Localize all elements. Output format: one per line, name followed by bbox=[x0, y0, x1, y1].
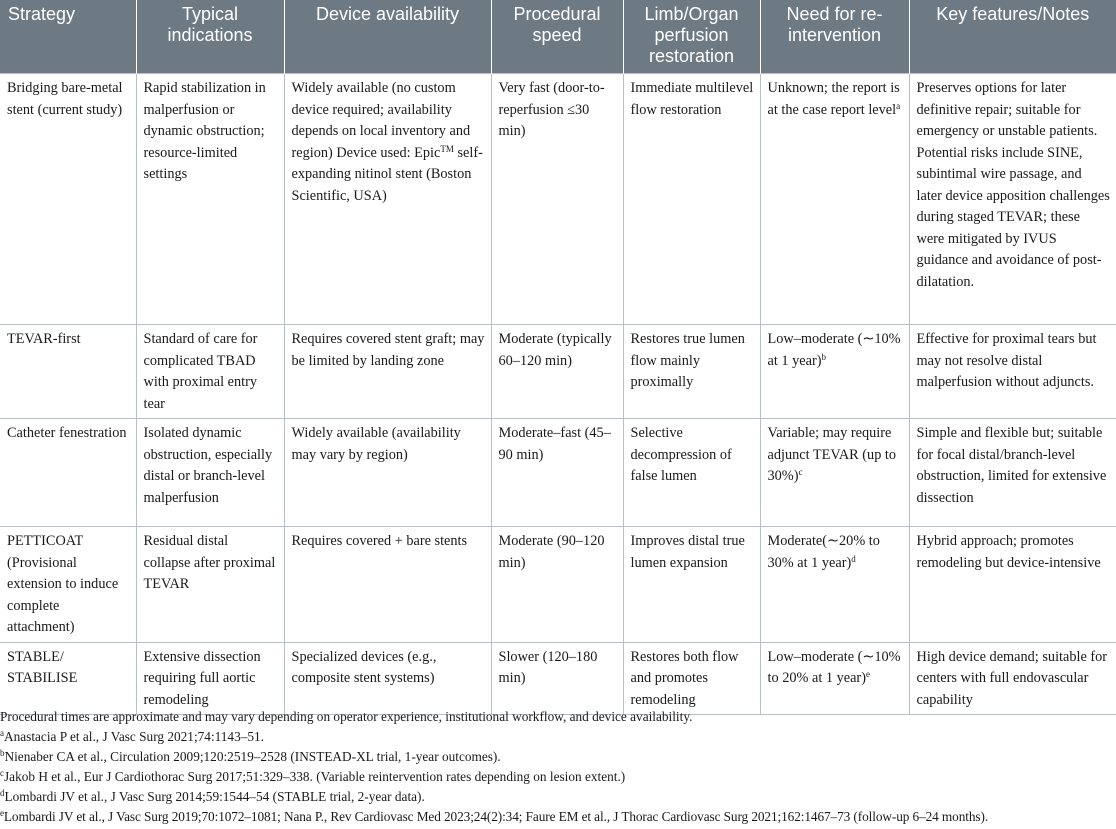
availability-cell: Requires covered + bare stents bbox=[284, 527, 491, 643]
reference-mark: b bbox=[821, 351, 826, 362]
reintervention-cell: Moderate(∼20% to 30% at 1 year)$^d$ bbox=[760, 527, 909, 643]
strategy-cell: STABLE/ STABILISE bbox=[0, 642, 136, 715]
perfusion-cell: Restores true lumen flow mainly proximally bbox=[623, 325, 760, 419]
column-header: Typical indications bbox=[136, 0, 284, 74]
column-header: Strategy bbox=[0, 0, 136, 74]
reference-item: $^b$Nienaber CA et al., Circulation 2009;120:2519–2528 (INSTEAD-XL trial, 1-year outcomes). bbox=[0, 748, 501, 764]
notes-cell: Preserves options for later definitive repair; suitable for emergency or unstable patients. Potential risks include SINE, subintimal wire passage, and later device apposition challenges during staged TEVAR; these were mitigated by IVUS guidance and avoidance of post-dilatation. bbox=[909, 74, 1116, 325]
reference-item: $^c$Jakob H et al., Eur J Cardiothorac Surg 2017;51:329–338. (Variable reintervention rates depending on lesion extent.) bbox=[0, 768, 626, 784]
reintervention-cell: Unknown; the report is at the case report level$^a$ bbox=[760, 74, 909, 325]
speed-cell: Slower (120–180 min) bbox=[491, 642, 623, 715]
reference-mark: b bbox=[0, 748, 5, 758]
table-row bbox=[0, 642, 1116, 715]
reference-item: $^e$Lombardi JV et al., J Vasc Surg 2019;70:1072–1081; Nana P., Rev Cardiovasc Med 2023;24(2):34; Faure EM et al., J Thorac Cardiovasc Surg 2021;162:1467–73 (follow-up 6–24 months). bbox=[0, 808, 989, 824]
table-header-row bbox=[0, 0, 1116, 74]
trademark-mark: TM bbox=[440, 143, 454, 154]
reference-mark: d bbox=[0, 788, 5, 798]
perfusion-cell: Selective decompression of false lumen bbox=[623, 419, 760, 527]
availability-cell: Requires covered stent graft; may be limited by landing zone bbox=[284, 325, 491, 419]
reintervention-cell: Low–moderate (∼10% to 20% at 1 year)$^e$ bbox=[760, 642, 909, 715]
column-header: Device availability bbox=[284, 0, 491, 74]
notes-cell: High device demand; suitable for centers with full endovascular capability bbox=[909, 642, 1116, 715]
strategy-cell: PETTICOAT (Provisional extension to induce complete attachment) bbox=[0, 527, 136, 643]
reference-mark: c bbox=[0, 768, 4, 778]
reference-mark: c bbox=[798, 467, 803, 477]
table-row bbox=[0, 74, 1116, 325]
table-footnotes bbox=[0, 707, 1116, 827]
notes-cell: Effective for proximal tears but may not resolve distal malperfusion without adjuncts. bbox=[909, 325, 1116, 419]
strategy-cell: Catheter fenestration bbox=[0, 419, 136, 527]
table-row bbox=[0, 419, 1116, 527]
reintervention-cell: Variable; may require adjunct TEVAR (up to 30%)$^c$ bbox=[760, 419, 909, 527]
speed-cell: Moderate–fast (45–90 min) bbox=[491, 419, 623, 527]
indications-cell: Isolated dynamic obstruction, especially distal or branch-level malperfusion bbox=[136, 419, 284, 527]
notes-cell: Simple and flexible but; suitable for focal distal/branch-level obstruction, limited for extensive dissection bbox=[909, 419, 1116, 527]
reference-mark: a bbox=[896, 100, 901, 111]
speed-cell: Moderate (90–120 min) bbox=[491, 527, 623, 643]
notes-cell: Hybrid approach; promotes remodeling but device-intensive bbox=[909, 527, 1116, 643]
strategy-cell: Bridging bare-metal stent (current study) bbox=[0, 74, 136, 325]
column-header: Need for re-intervention bbox=[760, 0, 909, 74]
speed-cell: Very fast (door-to-reperfusion ≤30 min) bbox=[491, 74, 623, 325]
perfusion-cell: Restores both flow and promotes remodeling bbox=[623, 642, 760, 715]
availability-cell: Widely available (availability may vary by region) bbox=[284, 419, 491, 527]
reference-mark: e bbox=[0, 808, 4, 818]
indications-cell: Rapid stabilization in malperfusion or dynamic obstruction; resource-limited settings bbox=[136, 74, 284, 325]
availability-cell: Specialized devices (e.g., composite stent systems) bbox=[284, 642, 491, 715]
column-header: Key features/Notes bbox=[909, 0, 1116, 74]
reference-mark: a bbox=[0, 728, 4, 738]
column-header: Procedural speed bbox=[491, 0, 623, 74]
table-row bbox=[0, 527, 1116, 643]
availability-cell: Widely available (no custom device required; availability depends on local inventory and region) Device used: Epic™ self-expanding nitinol stent (Boston Scientific, USA) bbox=[284, 74, 491, 325]
footnote-text: Procedural times are approximate and may vary depending on operator experience, institutional workflow, and device availability. bbox=[0, 709, 693, 724]
reintervention-cell: Low–moderate (∼10% at 1 year)$^b$ bbox=[760, 325, 909, 419]
speed-cell: Moderate (typically 60–120 min) bbox=[491, 325, 623, 419]
reference-mark: e bbox=[865, 669, 870, 679]
reference-item: $^d$Lombardi JV et al., J Vasc Surg 2014;59:1544–54 (STABLE trial, 2-year data). bbox=[0, 788, 425, 804]
indications-cell: Extensive dissection requiring full aortic remodeling bbox=[136, 642, 284, 715]
perfusion-cell: Immediate multilevel flow restoration bbox=[623, 74, 760, 325]
column-header: Limb/Organ perfusion restoration bbox=[623, 0, 760, 74]
reference-mark: d bbox=[851, 553, 856, 564]
perfusion-cell: Improves distal true lumen expansion bbox=[623, 527, 760, 643]
indications-cell: Residual distal collapse after proximal TEVAR bbox=[136, 527, 284, 643]
strategy-cell: TEVAR-first bbox=[0, 325, 136, 419]
table-row bbox=[0, 325, 1116, 419]
reference-item: $^a$Anastacia P et al., J Vasc Surg 2021;74:1143–51. bbox=[0, 728, 265, 744]
indications-cell: Standard of care for complicated TBAD with proximal entry tear bbox=[136, 325, 284, 419]
